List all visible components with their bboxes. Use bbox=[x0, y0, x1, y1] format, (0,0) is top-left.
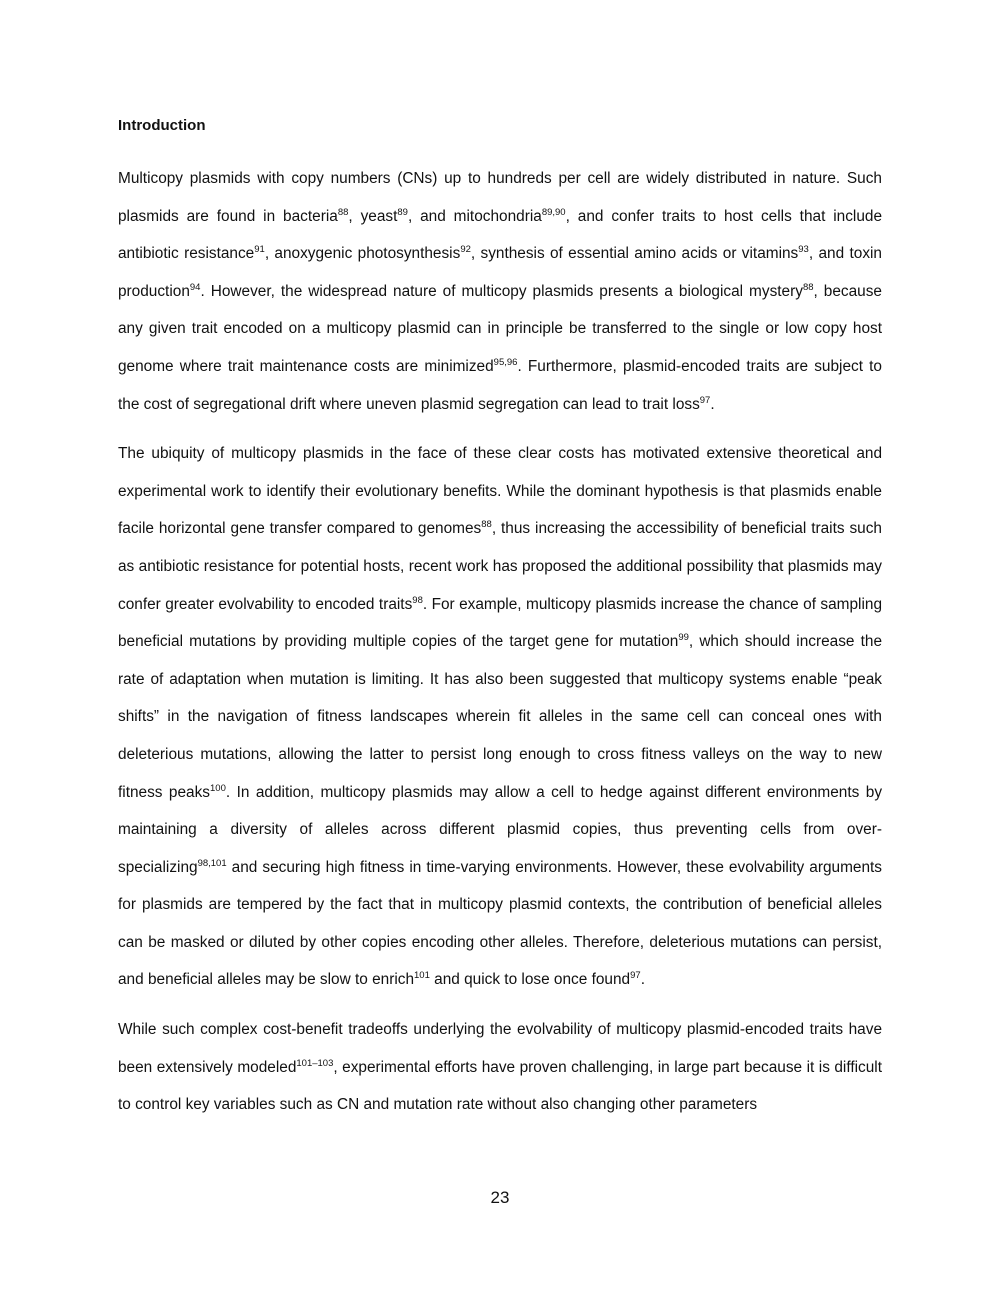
citation-ref: 95,96 bbox=[493, 356, 518, 368]
citation-ref: 92 bbox=[460, 244, 471, 256]
text-run: , which should increase the rate of adaptation when mutation is limiting. It has also been suggested that multicopy systems enable “peak shifts” in the navigation of fitness landscapes wherein fit alleles in the same cell can conceal ones with deleterious mutations, allowing the latter to persist long enough to cross fitness valleys on the way to new fitness peaks bbox=[118, 633, 883, 801]
text-run: , yeast bbox=[348, 207, 398, 225]
text-run: Multicopy plasmids with copy numbers (CNs) up to hundreds per cell are widely distributed in nature. Such plasmids are found in bacteria bbox=[118, 170, 882, 225]
paragraph-1 bbox=[118, 160, 882, 423]
citation-ref: 93 bbox=[798, 244, 809, 256]
citation-ref: 99 bbox=[678, 632, 689, 643]
text-run: . In addition, multicopy plasmids may allow a cell to hedge against different environments by maintaining a diversity of alleles across different plasmid copies, thus preventing cells from over-specializing bbox=[118, 783, 883, 876]
text-run: , and toxin production bbox=[118, 245, 882, 300]
citation-ref: 88 bbox=[481, 519, 492, 531]
paragraph-3 bbox=[118, 1011, 882, 1124]
text-run: , thus increasing the accessibility of beneficial traits such as antibiotic resistance for potential hosts, recent work has proposed the additional possibility that plasmids may confer greater evolvability to encoded traits bbox=[118, 520, 882, 613]
citation-ref: 91 bbox=[254, 244, 265, 256]
text-run: . For example, multicopy plasmids increase the chance of sampling beneficial mutations by providing multiple copies of the target gene for mutation bbox=[118, 595, 883, 651]
citation-ref: 97 bbox=[699, 394, 711, 406]
citation-ref: 97 bbox=[630, 970, 641, 982]
citation-ref: 88 bbox=[802, 281, 814, 293]
text-run: While such complex cost-benefit tradeoffs underlying the evolvability of multicopy plasmid-encoded traits have been extensively modeled bbox=[118, 1021, 882, 1076]
text-run: . bbox=[640, 971, 645, 989]
citation-ref: 100 bbox=[210, 782, 226, 794]
text-run: . Furthermore, plasmid-encoded traits are subject to the cost of segregational drift where uneven plasmid segregation can lead to trait loss bbox=[118, 357, 882, 413]
text-run: , and confer traits to host cells that include antibiotic resistance bbox=[118, 207, 883, 263]
citation-ref: 98,101 bbox=[197, 857, 227, 869]
text-run: . bbox=[710, 395, 715, 413]
text-run: and quick to lose once found bbox=[429, 971, 631, 989]
text-run: and securing high fitness in time-varying environments. However, these evolvability arguments for plasmids are tempered by the fact that in multicopy plasmid contexts, the contribution of beneficial alleles can be masked or diluted by other copies encoding other alleles. Therefore, deleterious mutations can persist, and beneficial alleles may be slow to enrich bbox=[118, 858, 882, 989]
text-run: The ubiquity of multicopy plasmids in the face of these clear costs has motivated extensive theoretical and experimental work to identify their evolutionary benefits. While the dominant hypothesis is that plasmids enable facile horizontal gene transfer compared to genomes bbox=[118, 445, 882, 538]
section-heading: Introduction bbox=[118, 117, 206, 134]
page-number: 23 bbox=[490, 1188, 510, 1207]
citation-ref: 89 bbox=[397, 206, 408, 218]
citation-ref: 89,90 bbox=[541, 206, 566, 218]
citation-ref: 88 bbox=[337, 206, 349, 218]
text-run: , because any given trait encoded on a multicopy plasmid can in principle be transferred to the single or low copy host genome where trait maintenance costs are minimized bbox=[118, 282, 882, 375]
citation-ref: 94 bbox=[189, 281, 201, 293]
text-run: . However, the widespread nature of multicopy plasmids presents a biological mystery bbox=[200, 282, 803, 300]
text-run: , anoxygenic photosynthesis bbox=[264, 245, 461, 263]
citation-ref: 101 bbox=[414, 970, 430, 982]
body-text bbox=[118, 160, 882, 1136]
text-run: , experimental efforts have proven challenging, in large part because it is difficult to control key variables such as CN and mutation rate without also changing other parameters bbox=[118, 1058, 882, 1114]
citation-ref: 101–103 bbox=[296, 1057, 334, 1069]
text-run: , synthesis of essential amino acids or vitamins bbox=[470, 245, 799, 263]
paragraph-2 bbox=[118, 435, 882, 999]
text-run: , and mitochondria bbox=[407, 207, 542, 225]
citation-ref: 98 bbox=[412, 594, 423, 606]
